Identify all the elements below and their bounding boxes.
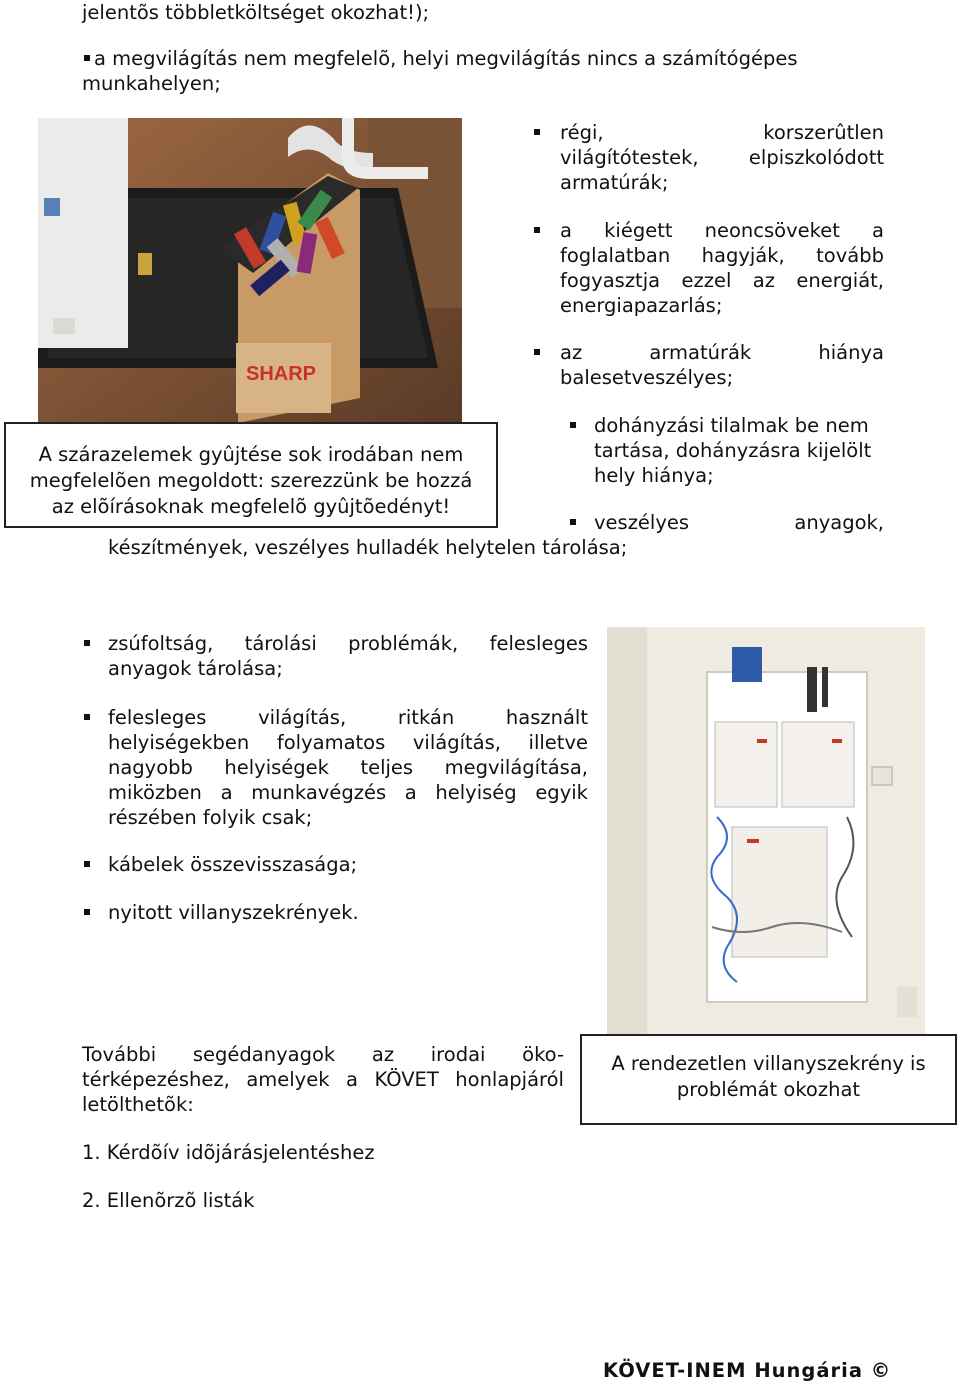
word: neoncsöveket [704, 219, 840, 242]
bullet-crowding [108, 631, 588, 656]
word: honlapjáról [455, 1068, 564, 1091]
cabinet-photo-graphic [607, 627, 925, 1034]
word: kiégett [604, 219, 673, 242]
battery-caption-line3: az elõírásoknak megfelelõ gyûjtõedényt! [51, 495, 451, 518]
resource-item-1: 1. Kérdõív idõjárásjelentéshez [82, 1141, 375, 1164]
bullet-burned-tubes-l3 [560, 268, 884, 293]
bullet-excess-lighting-l3 [108, 755, 588, 780]
battery-caption-line1: A szárazelemek gyûjtése sok irodában nem [38, 443, 464, 466]
word: a [404, 781, 417, 804]
battery-caption-line2: megfelelõen megoldott: szerezzünk be hozzá [29, 469, 473, 492]
bullet-old-fixtures-l2 [560, 145, 884, 170]
word: az [371, 1043, 395, 1066]
bullet-excess-lighting [108, 705, 588, 730]
word: armatúrák [649, 341, 752, 364]
word: felesleges [489, 632, 588, 655]
footer-copyright: KÖVET-INEM Hungária © [603, 1359, 892, 1382]
word: További [82, 1043, 157, 1066]
word: teljes [360, 756, 414, 779]
word: hagyják, [701, 244, 785, 267]
word: nagyobb [108, 756, 193, 779]
word: anyagok, [794, 511, 884, 534]
word: felesleges [108, 706, 207, 729]
resource-item-2: 2. Ellenõrzõ listák [82, 1189, 255, 1212]
bullet-marker [84, 640, 90, 646]
resources-intro-l2 [82, 1067, 564, 1092]
word: amelyek [246, 1068, 330, 1091]
bullet-lighting: a megvilágítás nem megfelelõ, helyi megvilágítás nincs a számítógépes [94, 47, 798, 70]
bullet-smoking-l3: hely hiánya; [594, 464, 714, 487]
bullet-marker [84, 714, 90, 720]
bullet-missing-fixtures-l2: balesetveszélyes; [560, 366, 734, 389]
cabinet-photo [607, 627, 925, 1034]
word: megvilágítása, [444, 756, 588, 779]
cabinet-caption [580, 1034, 957, 1125]
word: világítótestek, [560, 146, 699, 169]
word: a [872, 219, 884, 242]
word: a [346, 1068, 358, 1091]
word: az [752, 269, 775, 292]
word: zsúfoltság, [108, 632, 214, 655]
resources-intro-l3: letölthetõk: [82, 1093, 194, 1116]
word: régi, [560, 121, 604, 144]
word: világítás, [258, 706, 347, 729]
bullet-old-fixtures-l3: armatúrák; [560, 171, 669, 194]
bullet-marker [84, 55, 90, 61]
bullet-crowding-l2: anyagok tárolása; [108, 657, 283, 680]
word: használt [505, 706, 588, 729]
word: folyamatos [276, 731, 386, 754]
bullet-excess-lighting-l4 [108, 780, 588, 805]
word: energiát, [796, 269, 884, 292]
word: munkavégzés [251, 781, 387, 804]
word: világítás, [412, 731, 501, 754]
bullet-marker [534, 227, 540, 233]
word: a [220, 781, 233, 804]
battery-photo [38, 118, 462, 423]
bullet-marker [570, 422, 576, 428]
word: ezzel [681, 269, 732, 292]
word: ritkán [397, 706, 455, 729]
word: helyiségekben [108, 731, 250, 754]
bullet-burned-tubes [560, 218, 884, 243]
intro-text: jelentõs többletköltséget okozhat!); [82, 1, 430, 24]
box-label: SHARP [246, 363, 317, 385]
word: a [560, 219, 572, 242]
bullet-old-fixtures [560, 120, 884, 145]
bullet-marker [570, 519, 576, 525]
word: öko- [522, 1043, 564, 1066]
word: veszélyes [594, 511, 690, 534]
word: helyiségek [224, 756, 329, 779]
bullet-smoking: dohányzási tilalmak be nem [594, 414, 869, 437]
bullet-smoking-l2: tartása, dohányzásra kijelölt [594, 439, 872, 462]
bullet-hazardous [594, 510, 884, 535]
battery-photo-graphic [38, 118, 462, 423]
bullet-burned-tubes-l2 [560, 243, 884, 268]
word: tovább [816, 244, 884, 267]
word: korszerûtlen [763, 121, 884, 144]
bullet-marker [84, 861, 90, 867]
word: problémák, [348, 632, 459, 655]
word: foglalatban [560, 244, 671, 267]
word: miközben [108, 781, 202, 804]
bullet-marker [534, 349, 540, 355]
battery-caption [4, 422, 498, 528]
bullet-excess-lighting-l2 [108, 730, 588, 755]
word: helyiség [435, 781, 517, 804]
word: illetve [528, 731, 588, 754]
word: tárolási [244, 632, 317, 655]
bullet-hazardous-l2: készítmények, veszélyes hulladék helytelen tárolása; [108, 536, 628, 559]
word: segédanyagok [192, 1043, 336, 1066]
word: elpiszkolódott [748, 146, 884, 169]
word: egyik [535, 781, 588, 804]
word: hiánya [818, 341, 884, 364]
bullet-excess-lighting-l5: részében folyik csak; [108, 806, 313, 829]
resources-intro [82, 1042, 564, 1067]
bullet-cabinets: nyitott villanyszekrények. [108, 901, 359, 924]
cabinet-caption-line1: A rendezetlen villanyszekrény is [611, 1052, 926, 1075]
bullet-marker [534, 129, 540, 135]
bullet-lighting-cont: munkahelyen; [82, 72, 221, 95]
word: az [560, 341, 583, 364]
cabinet-caption-line2: problémát okozhat [676, 1078, 861, 1101]
bullet-burned-tubes-l4: energiapazarlás; [560, 294, 723, 317]
word: térképezéshez, [82, 1068, 230, 1091]
bullet-marker [84, 909, 90, 915]
word: KÖVET [374, 1068, 439, 1091]
word: irodai [430, 1043, 486, 1066]
word: fogyasztja [560, 269, 661, 292]
bullet-missing-fixtures [560, 340, 884, 365]
bullet-cables: kábelek összevisszasága; [108, 853, 358, 876]
